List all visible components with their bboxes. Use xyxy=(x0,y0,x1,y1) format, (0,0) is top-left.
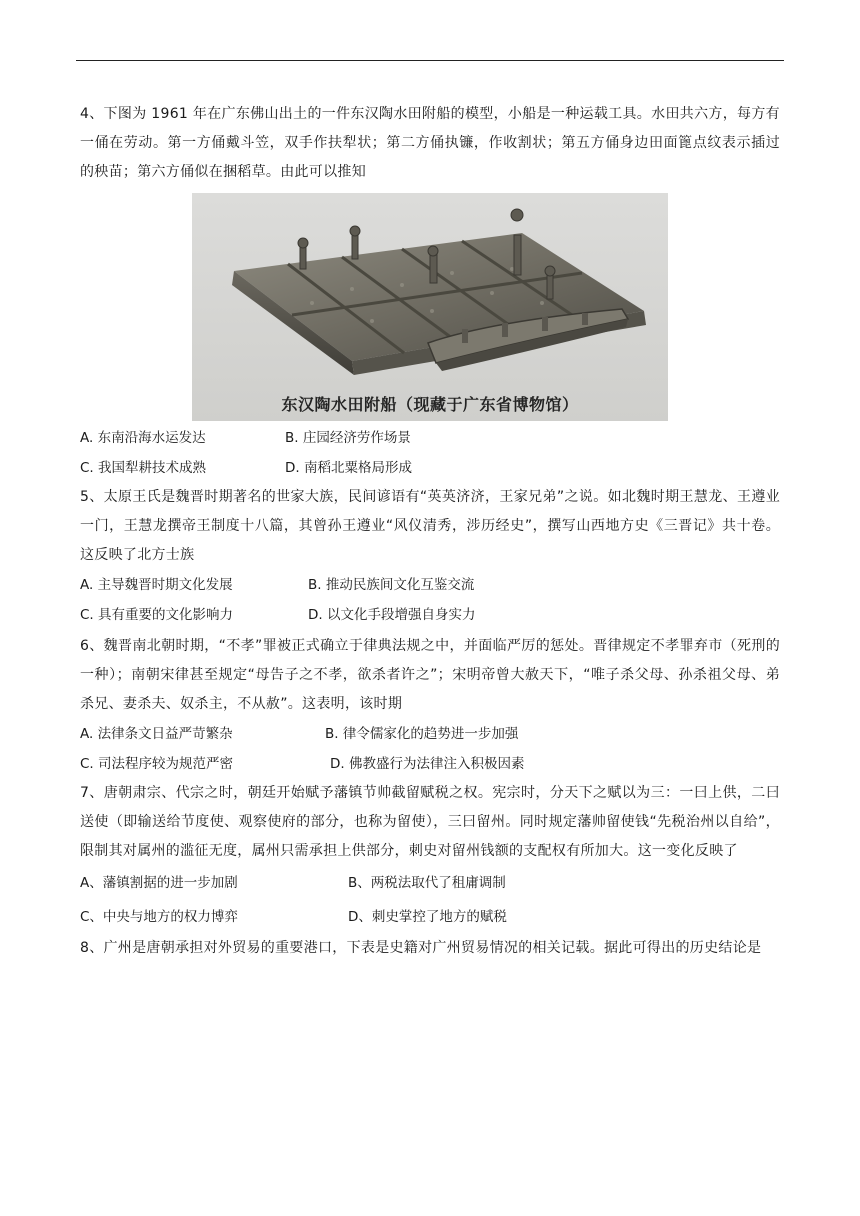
question-6-options-row-2 xyxy=(80,749,780,779)
option-5a[interactable]: A. 主导魏晋时期文化发展 xyxy=(80,577,233,593)
question-5-options-row-2 xyxy=(80,600,780,630)
option-7b[interactable]: B、两税法取代了租庸调制 xyxy=(348,875,506,891)
question-7-options-row-1 xyxy=(80,866,780,900)
option-5b[interactable]: B. 推动民族间文化互鉴交流 xyxy=(308,577,475,593)
question-5-options-row-1 xyxy=(80,570,780,600)
option-5d[interactable]: D. 以文化手段增强自身实力 xyxy=(308,607,476,623)
question-7-stem: 7、唐朝肃宗、代宗之时，朝廷开始赋予藩镇节帅截留赋税之权。宪宗时，分天下之赋以为三：一曰上供，二曰送使（即输送给节度使、观察使府的部分，也称为留使），三曰留州。同时规定藩帅留使钱“先税治州以自给”，限制其对属州的滥征无度，属州只需承担上供部分，刺史对留州钱额的支配权有所加大。这一变化反映了 xyxy=(80,785,780,859)
option-7d[interactable]: D、刺史掌控了地方的赋税 xyxy=(348,909,507,925)
option-6b[interactable]: B. 律令儒家化的趋势进一步加强 xyxy=(325,726,519,742)
exam-page xyxy=(80,100,780,963)
question-5-stem: 5、太原王氏是魏晋时期著名的世家大族，民间谚语有“英英济济，王家兄弟”之说。如北魏时期王慧龙、王遵业一门，王慧龙撰帝王制度十八篇，其曾孙王遵业“风仪清秀，涉历经史”，撰写山西地方史《三晋记》共十卷。这反映了北方士族 xyxy=(80,489,780,563)
option-4d[interactable]: D. 南稻北粟格局形成 xyxy=(285,460,412,476)
option-5c[interactable]: C. 具有重要的文化影响力 xyxy=(80,607,234,623)
question-4-stem: 4、下图为 1961 年在广东佛山出土的一件东汉陶水田附船的模型，小船是一种运载工具。水田共六方，每方有一俑在劳动。第一方俑戴斗笠，双手作扶犁状；第二方俑执镰，作收割状；第五方俑身边田面篦点纹表示插过的秧苗；第六方俑似在捆稻草。由此可以推知 xyxy=(80,106,780,180)
option-4b[interactable]: B. 庄园经济劳作场景 xyxy=(285,430,411,446)
figure-caption: 东汉陶水田附船（现藏于广东省博物馆） xyxy=(281,395,579,414)
option-4c[interactable]: C. 我国犁耕技术成熟 xyxy=(80,460,207,476)
option-7c[interactable]: C、中央与地方的权力博弈 xyxy=(80,909,238,925)
header-rule xyxy=(76,60,784,61)
question-4-options-row-1 xyxy=(80,423,780,453)
question-7-options-row-2 xyxy=(80,900,780,934)
pottery-model-image xyxy=(192,193,668,421)
option-6a[interactable]: A. 法律条文日益严苛繁杂 xyxy=(80,726,233,742)
question-4-options-row-2 xyxy=(80,453,780,483)
option-7a[interactable]: A、藩镇割据的进一步加剧 xyxy=(80,875,238,891)
boat-field-model-photo xyxy=(192,193,668,421)
option-6d[interactable]: D. 佛教盛行为法律注入积极因素 xyxy=(330,756,525,772)
question-6-stem: 6、魏晋南北朝时期，“不孝”罪被正式确立于律典法规之中，并面临严厉的惩处。晋律规定不孝罪弃市（死刑的一种）；南朝宋律甚至规定“母告子之不孝，欲杀者许之”；宋明帝曾大赦天下，“唯子杀父母、孙杀祖父母、弟杀兄、妻杀夫、奴杀主，不从赦”。这表明，该时期 xyxy=(80,638,780,712)
question-6-options-row-1 xyxy=(80,719,780,749)
option-4a[interactable]: A. 东南沿海水运发达 xyxy=(80,430,206,446)
question-8-stem: 8、广州是唐朝承担对外贸易的重要港口，下表是史籍对广州贸易情况的相关记载。据此可得出的历史结论是 xyxy=(80,940,762,956)
option-6c[interactable]: C. 司法程序较为规范严密 xyxy=(80,756,234,772)
